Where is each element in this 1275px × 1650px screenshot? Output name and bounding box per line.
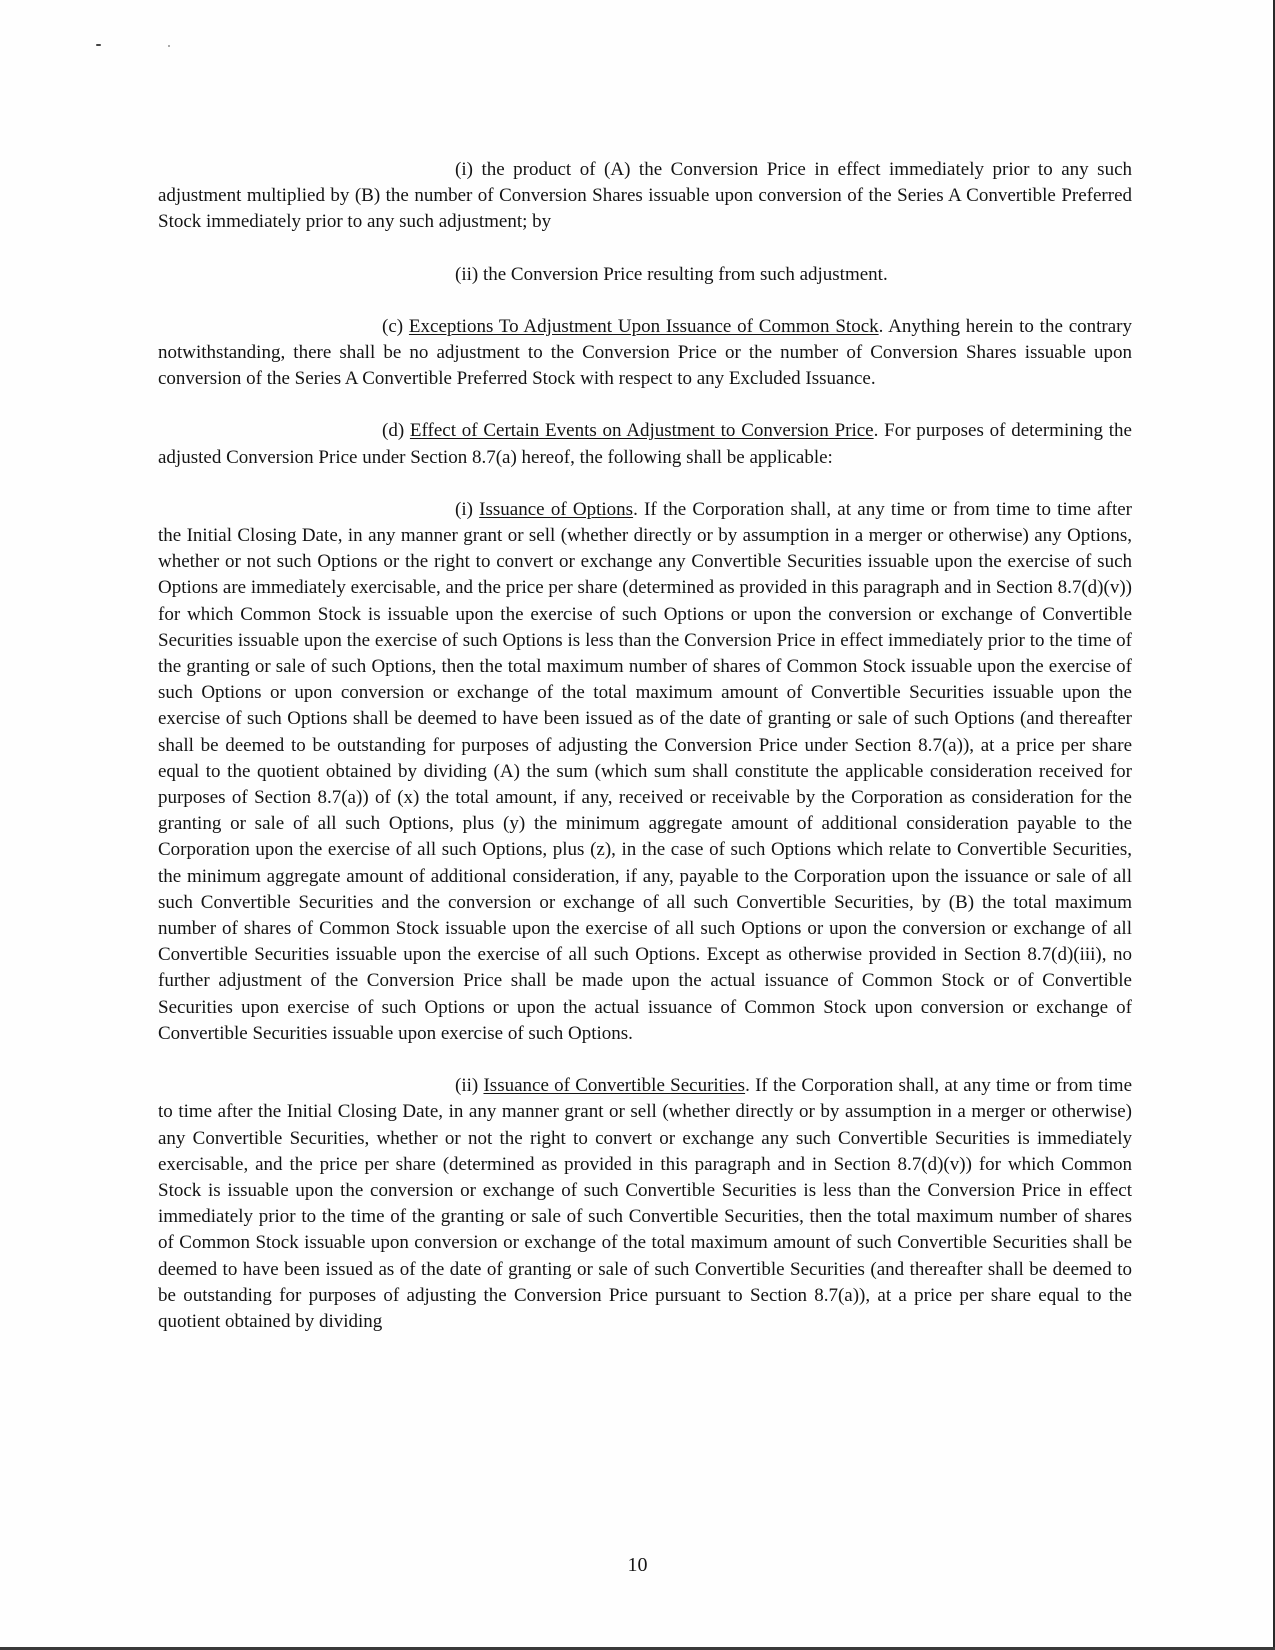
document-body: [158, 157, 1132, 1335]
paragraph-i-issuance-of-options: (i) Issuance of Options. If the Corporation shall, at any time or from time to time after the Initial Closing Date, in any manner grant or sell (whether directly or by assumption in a merger or otherwise) any Options, whether or not such Options or the right to convert or exchange any Convertible Securities issuable upon the exercise of such Options are immediately exercisable, and the price per share (determined as provided in this paragraph and in Section 8.7(d)(v)) for which Common Stock is issuable upon the exercise of such Options or upon the conversion or exchange of Convertible Securities issuable upon the exercise of such Options is less than the Conversion Price in effect immediately prior to the time of the granting or sale of such Options, then the total maximum number of shares of Common Stock issuable upon the exercise of such Options or upon conversion or exchange of the total maximum amount of Convertible Securities issuable upon the exercise of such Options shall be deemed to have been issued as of the date of granting or sale of such Options (and thereafter shall be deemed to be outstanding for purposes of adjusting the Conversion Price under Section 8.7(a)), at a price per share equal to the quotient obtained by dividing (A) the sum (which sum shall constitute the applicable consideration received for purposes of Section 8.7(a)) of (x) the total amount, if any, received or receivable by the Corporation as consideration for the granting or sale of all such Options, plus (y) the minimum aggregate amount of additional consideration payable to the Corporation upon the exercise of all such Options, plus (z), in the case of such Options which relate to Convertible Securities, the minimum aggregate amount of additional consideration, if any, payable to the Corporation upon the issuance or sale of all such Convertible Securities and the conversion or exchange of all such Convertible Securities, by (B) the total maximum number of shares of Common Stock issuable upon the exercise of all such Options or upon the conversion or exchange of all Convertible Securities issuable upon the exercise of all such Options. Except as otherwise provided in Section 8.7(d)(iii), no further adjustment of the Conversion Price shall be made upon the actual issuance of Common Stock or of Convertible Securities upon exercise of such Options or upon the actual issuance of Common Stock upon conversion or exchange of Convertible Securities issuable upon exercise of such Options.: [158, 498, 1132, 1044]
scan-mark: [96, 44, 101, 46]
paragraph-ii-conversion-price: (ii) the Conversion Price resulting from such adjustment.: [455, 263, 888, 285]
paragraph-d-effect-of-events: (d) Effect of Certain Events on Adjustment to Conversion Price. For purposes of determining the adjusted Conversion Price under Section 8.7(a) hereof, the following shall be applicable:: [158, 420, 1132, 468]
scan-mark: [168, 45, 170, 47]
page-number: 10: [627, 1554, 648, 1576]
paragraph-ii-issuance-of-convertible-securities: (ii) Issuance of Convertible Securities. If the Corporation shall, at any time or from time to time after the Initial Closing Date, in any manner grant or sell (whether directly or by assumption in a merger or otherwise) any Convertible Securities, whether or not the right to convert or exchange any such Convertible Securities is immediately exercisable, and the price per share (determined as provided in this paragraph and in Section 8.7(d)(v)) for which Common Stock is issuable upon the conversion or exchange of such Convertible Securities is less than the Conversion Price in effect immediately prior to the time of the granting or sale of such Convertible Securities, then the total maximum number of shares of Common Stock issuable upon conversion or exchange of the total maximum amount of such Convertible Securities shall be deemed to have been issued as of the date of granting or sale of such Convertible Securities (and thereafter shall be deemed to be outstanding for purposes of adjusting the Conversion Price pursuant to Section 8.7(a)), at a price per share equal to the quotient obtained by dividing: [158, 1075, 1133, 1332]
section-heading-issuance-of-convertible-securities: Issuance of Convertible Securities: [483, 1075, 746, 1097]
section-heading-issuance-of-options: Issuance of Options: [479, 498, 634, 520]
paragraph-i-product: (i) the product of (A) the Conversion Price in effect immediately prior to any such adjustment multiplied by (B) the number of Conversion Shares issuable upon conversion of the Series A Convertible Preferred Stock immediately prior to any such adjustment; by: [158, 159, 1132, 233]
section-heading-effect-of-events: Effect of Certain Events on Adjustment to Conversion Price: [409, 420, 874, 442]
section-heading-exceptions: Exceptions To Adjustment Upon Issuance of Common Stock: [408, 315, 879, 337]
paragraph-c-exceptions: (c) Exceptions To Adjustment Upon Issuance of Common Stock. Anything herein to the contrary notwithstanding, there shall be no adjustment to the Conversion Price or the number of Conversion Shares issuable upon conversion of the Series A Convertible Preferred Stock with respect to any Excluded Issuance.: [158, 315, 1132, 390]
